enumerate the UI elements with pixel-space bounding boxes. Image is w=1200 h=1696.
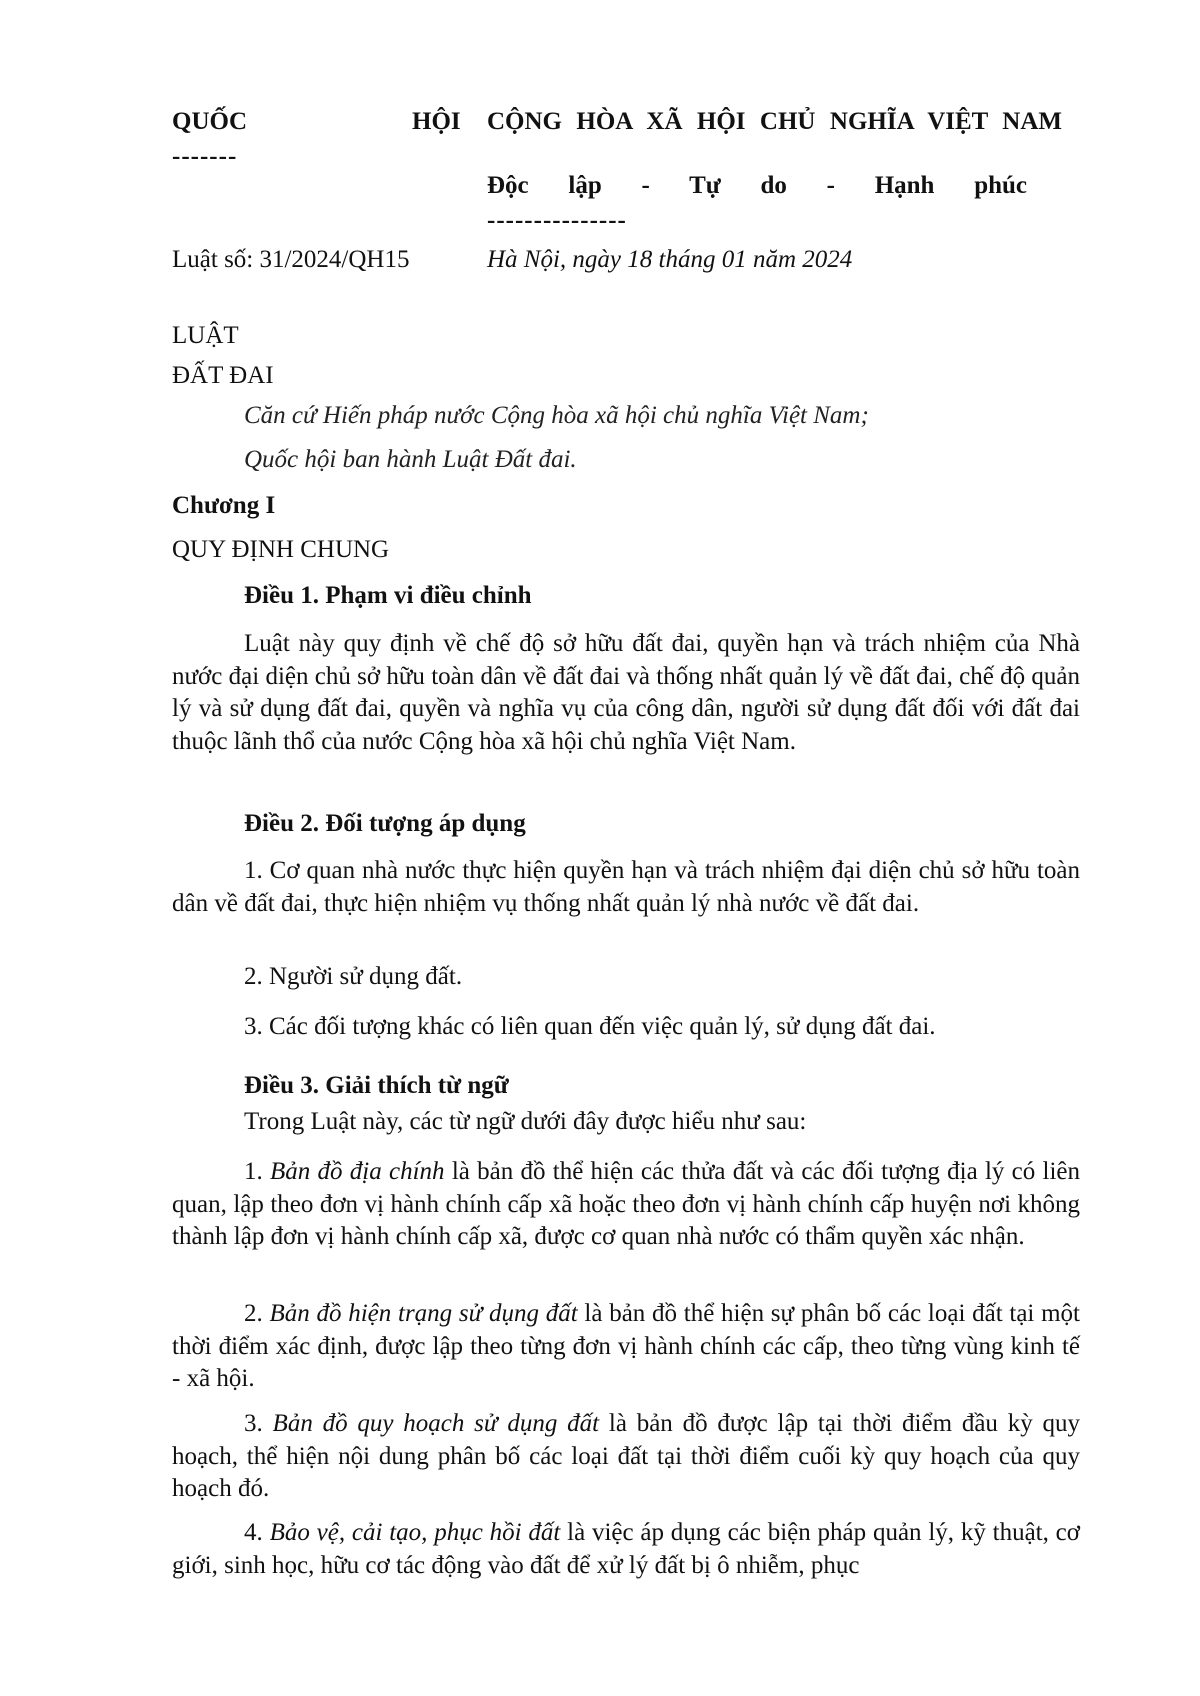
- item-2-number: 2.: [244, 1300, 263, 1327]
- article-3-item-2: [172, 1298, 1080, 1396]
- article-2-item-1: [172, 855, 1080, 920]
- article-3-heading: Điều 3. Giải thích từ ngữ: [244, 1072, 509, 1099]
- header-left-dashes: -------: [172, 143, 238, 170]
- law-number: Luật số: 31/2024/QH15: [172, 246, 410, 273]
- item-1-term: Bản đồ địa chính: [270, 1158, 445, 1185]
- article-2-item-1-text: 1. Cơ quan nhà nước thực hiện quyền hạn và trách nhiệm đại diện chủ sở hữu toàn dân về đất đai, thực hiện nhiệm vụ thống nhất quản lý nhà nước về đất đai.: [172, 857, 1080, 917]
- header-right-dashes: ---------------: [487, 207, 627, 234]
- article-2-item-2: 2. Người sử dụng đất.: [244, 963, 463, 990]
- article-2-heading: Điều 2. Đối tượng áp dụng: [244, 810, 526, 837]
- item-2-term: Bản đồ hiện trạng sử dụng đất: [269, 1300, 578, 1327]
- item-4-term: Bảo vệ, cải tạo, phục hồi đất: [269, 1519, 561, 1546]
- item-1-number: 1.: [244, 1158, 263, 1185]
- article-2-item-3: 3. Các đối tượng khác có liên quan đến việc quản lý, sử dụng đất đai.: [244, 1013, 936, 1040]
- item-3-number: 3.: [244, 1410, 263, 1437]
- chapter-heading: Chương I: [172, 492, 276, 519]
- item-4-text: là việc áp dụng các biện pháp quản lý, kỹ thuật, cơ giới, sinh học, hữu cơ tác động vào đất để xử lý đất bị ô nhiễm, phục: [172, 1519, 1080, 1579]
- article-1-heading: Điều 1. Phạm vi điều chỉnh: [244, 582, 532, 609]
- header-left-hoi: HỘI: [412, 108, 461, 135]
- preamble-basis: Căn cứ Hiến pháp nước Cộng hòa xã hội chủ nghĩa Việt Nam;: [244, 402, 869, 429]
- item-3-text: là bản đồ được lập tại thời điểm đầu kỳ quy hoạch, thể hiện nội dung phân bố các loại đất tại thời điểm cuối kỳ quy hoạch của quy hoạch đó.: [172, 1410, 1081, 1502]
- law-name: ĐẤT ĐAI: [172, 362, 274, 389]
- item-2-text: là bản đồ thể hiện sự phân bố các loại đất tại một thời điểm xác định, được lập theo từng đơn vị hành chính các cấp, theo từng vùng kinh tế - xã hội.: [172, 1300, 1081, 1392]
- article-1-text: [172, 628, 1080, 758]
- item-1-text: là bản đồ thể hiện các thửa đất và các đối tượng địa lý có liên quan, lập theo đơn vị hành chính cấp xã hoặc theo đơn vị hành chính cấp huyện nơi không thành lập đơn vị hành chính cấp xã, được cơ quan nhà nước có thẩm quyền xác nhận.: [172, 1158, 1081, 1250]
- header-left-quoc: QUỐC: [172, 108, 247, 135]
- item-4-number: 4.: [244, 1519, 263, 1546]
- article-3-intro: Trong Luật này, các từ ngữ dưới đây được hiểu như sau:: [244, 1108, 807, 1135]
- article-1-body: Luật này quy định về chế độ sở hữu đất đai, quyền hạn và trách nhiệm của Nhà nước đại diện chủ sở hữu toàn dân về đất đai và thống nhất quản lý về đất đai, chế độ quản lý và sử dụng đất đai, quyền và nghĩa vụ của công dân, người sử dụng đất đối với đất đai thuộc lãnh thổ của nước Cộng hòa xã hội chủ nghĩa Việt Nam.: [172, 630, 1080, 755]
- law-title: LUẬT: [172, 322, 239, 349]
- article-3-item-1: [172, 1156, 1080, 1254]
- chapter-name: QUY ĐỊNH CHUNG: [172, 536, 390, 563]
- preamble-enactment: Quốc hội ban hành Luật Đất đai.: [244, 446, 577, 473]
- article-3-item-4: [172, 1517, 1080, 1582]
- header-national-title: CỘNG HÒA XÃ HỘI CHỦ NGHĨA VIỆT NAM: [487, 108, 1062, 135]
- item-3-term: Bản đồ quy hoạch sử dụng đất: [272, 1410, 600, 1437]
- article-3-item-3: [172, 1408, 1080, 1506]
- place-date: Hà Nội, ngày 18 tháng 01 năm 2024: [487, 246, 853, 273]
- header-motto: Độc lập - Tự do - Hạnh phúc: [487, 172, 1027, 199]
